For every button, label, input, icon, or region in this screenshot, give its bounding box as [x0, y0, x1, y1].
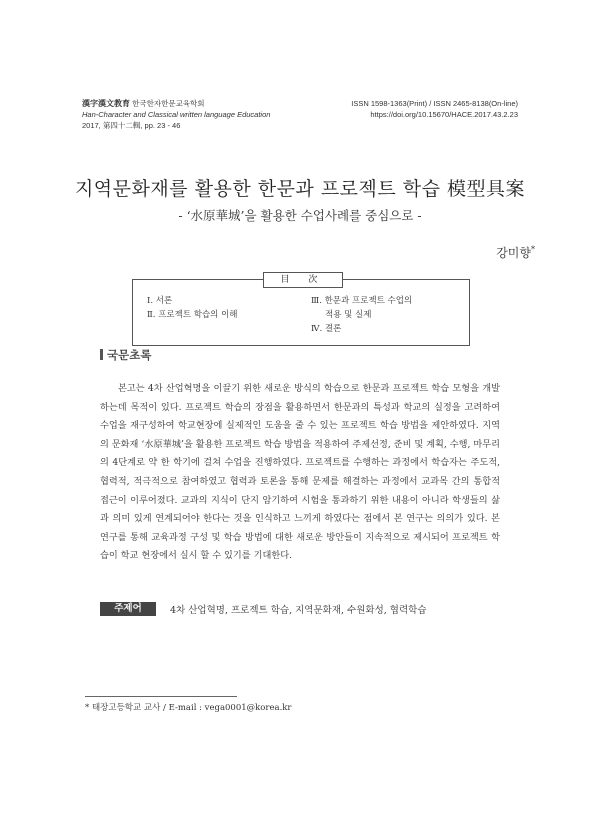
issn: ISSN 1598-1363(Print) / ISSN 2465-8138(On-line): [351, 99, 518, 108]
toc-heading: 目 次: [263, 272, 343, 288]
keywords: [100, 598, 500, 617]
journal-logo: 漢字漢文教育: [82, 98, 130, 108]
journal-issue: 2017, 第四十二輯, pp. 23 - 46: [82, 121, 181, 130]
toc-item: Ⅰ. 서론: [147, 296, 173, 306]
abstract-body: 본고는 4차 산업혁명을 이끌기 위한 새로운 방식의 학습으로 한문과 프로젝트 학습 모형을 개발하는데 목적이 있다. 프로젝트 학습의 장점을 활용하면서 한문과의 특성과 학교의 실정을 고려하여 수업을 재구성하여 학교현장에 실제적인 도움을 줄 수 있는 프로젝트 학습 방법을 제안하였다. 지역의 문화재 ‘水原華城’을 활용한 프로젝트 학습 방법을 적용하여 주제선정, 준비 및 계획, 수행, 마무리의 4단계로 약 한 학기에 걸쳐 수업을 진행하였다. 프로젝트를 수행하는 과정에서 학습자는 주도적, 협력적, 적극적으로 참여하였고 협력과 토론을 통해 문제를 해결하는 과정에서 교과목 간의 통합적 접근이 이루어졌다. 교과의 지식이 단지 암기하여 시험을 통과하기 위한 내용이 아니라 학생들의 삶과 의미 있게 연계되어야 한다는 것을 인식하고 느끼게 하였다는 점에서 본 연구는 의의가 있다. 본 연구를 통해 교육과정 구성 및 학습 방법에 대한 새로운 방안들이 지속적으로 제시되어 프로젝트 학습이 학교 현장에서 실시 할 수 있기를 기대한다.: [100, 383, 500, 562]
author-footnote-mark: *: [531, 245, 535, 254]
author: [496, 244, 535, 261]
toc-item: Ⅱ. 프로젝트 학습의 이해: [147, 310, 238, 320]
journal-identifiers: [351, 98, 518, 120]
journal-header: [82, 98, 270, 131]
abstract-heading-text: 국문초록: [107, 350, 152, 362]
doi-link[interactable]: https://doi.org/10.15670/HACE.2017.43.2.23: [370, 110, 518, 119]
toc-left-column: [147, 294, 238, 322]
author-name: 강미향: [496, 246, 531, 260]
abstract-heading: [100, 347, 151, 363]
keywords-text: 4차 산업혁명, 프로젝트 학습, 지역문화재, 수원화성, 협력학습: [170, 604, 427, 616]
footnote-divider: [85, 696, 237, 697]
journal-name-en: Han-Character and Classical written language Education: [82, 110, 271, 119]
toc-item-continued: 적용 및 실제: [325, 310, 372, 320]
toc-item: Ⅲ. 한문과 프로젝트 수업의: [311, 296, 413, 306]
table-of-contents: [132, 275, 470, 346]
paper-subtitle: - ‘水原華城’을 활용한 수업사례를 중심으로 -: [178, 208, 422, 223]
paper-title: 지역문화재를 활용한 한문과 프로젝트 학습 模型具案: [74, 178, 526, 200]
journal-name-kr: 한국한자한문교육학회: [132, 99, 205, 108]
toc-right-column: [311, 294, 412, 336]
keywords-label: 주제어: [100, 602, 156, 616]
heading-marker: [100, 349, 103, 360]
toc-item: Ⅳ. 결론: [311, 324, 342, 334]
footnote: * 태장고등학교 교사 / E-mail : vega0001@korea.kr: [85, 703, 292, 713]
